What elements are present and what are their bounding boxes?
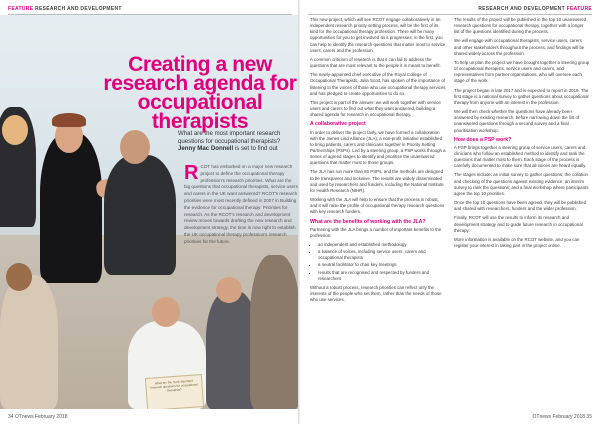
right-page xyxy=(300,0,600,424)
paragraph: A PSP brings together a steering group of service users, carers and clinicians who follow an established method to identify and rank the questions that matter most to them. Each stage of the process is carefully documented to make sure that all voices are heard equally. xyxy=(454,144,587,169)
list-item: • a neutral facilitator to chair key meetings xyxy=(318,262,446,268)
list-item: • an independent and established methodology xyxy=(318,242,446,248)
presenter-woman xyxy=(40,133,102,283)
intro-paragraph xyxy=(184,164,298,246)
paragraph: Without a robust process, research priorities can reflect only the interests of the people who set them, rather than the needs of those who use services. xyxy=(310,284,442,303)
section-name-right: RESEARCH AND DEVELOPMENT xyxy=(478,6,565,12)
paragraph: To help us plan the project we have brought together a steering group of occupational therapists, service users and carers, and representatives from partner organisations, who will oversee each stage of the work. xyxy=(454,59,590,84)
benefits-list xyxy=(318,242,446,282)
page-header-left xyxy=(8,6,122,12)
page-footer-left: 34 OTnews February 2018 xyxy=(8,414,68,420)
heading-collaborative-project: A collaborative project xyxy=(310,121,366,128)
presenter-hair xyxy=(52,113,86,127)
drop-cap: R xyxy=(184,162,199,184)
article-title: Creating a new research agenda for occupational therapists xyxy=(103,53,297,133)
man-head xyxy=(120,130,150,164)
subtitle-suffix: is set to find out xyxy=(234,145,278,153)
subtitle-question: What are the most important research questions for occupational therapists? xyxy=(178,130,281,145)
man-in-dark xyxy=(104,155,176,275)
list-item: • a balance of voices, including service users, carers and occupational therapists xyxy=(318,249,446,261)
paragraph: The newly-appointed chief executive of the Royal College of Occupational Therapists, Julia Scott, has spoken of the importance of listening to the voices of those who use occupational therapy services and has pledged to create opportunities to do so. xyxy=(310,72,446,96)
page-footer-right: OTnews February 2018 35 xyxy=(532,414,592,420)
author-name: Jenny Mac Donnell xyxy=(178,145,234,153)
audience-left xyxy=(0,275,58,409)
section-tag: FEATURE xyxy=(8,6,34,12)
paragraph: A common criticism of research is that it can fail to address the questions that are most relevant to the people it is meant to benefit. xyxy=(310,56,441,69)
heading-benefits: What are the benefits of working with the JLA? xyxy=(310,218,426,225)
paragraph: Working with the JLA will help to ensure that the process is robust, and it will raise the profile of occupational therapy research questions with key research funders. xyxy=(310,197,445,215)
audience-right-head xyxy=(216,277,242,303)
page-header-right xyxy=(478,6,592,12)
paragraph: Finally, RCOT will use the results to inform its research and development strategy and to guide future research in occupational therapy. xyxy=(454,215,583,233)
paragraph: This new project, which will see RCOT engage collaboratively in an independent research priority setting process, will be the first of its kind for the occupational therapy profession. There will be many opportunities for you to get involved as it progresses; in the first, you can help to identify the research questions that matter most to service users, carers and the profession. xyxy=(310,17,446,53)
section-name: RESEARCH AND DEVELOPMENT xyxy=(35,6,122,12)
paragraph: The JLA has run more than 80 PSPs, and the methods are designed to be transparent and inclusive. The results are widely disseminated and used by researchers and funders, including the National Institute for Health Research (NIHR). xyxy=(310,169,444,193)
article-subtitle xyxy=(178,130,298,153)
person-left-hair xyxy=(2,115,28,145)
paragraph: Once the top 10 questions have been agreed, they will be published and shared with researchers, funders and the wider profession. xyxy=(454,200,587,212)
paragraph: The results of the project will be published in the top 10 unanswered research questions for occupational therapy, together with a longer list of the questions identified during the process. xyxy=(454,17,587,35)
paragraph: More information is available on the RCOT website, and you can register your interest in taking part in the project online. xyxy=(454,236,580,248)
paragraph: This project is part of the answer: we will work together with service users and carers to find out what they want answered, building a shared agenda for research in occupational therapy. xyxy=(310,99,441,118)
list-item: • results that are recognised and respected by funders and researchers xyxy=(318,270,446,282)
held-sign: What are the most important research questions for occupational therapists? xyxy=(145,374,204,409)
audience-left-head xyxy=(6,263,32,291)
paragraph: In order to deliver the project fairly, we have formed a collaboration with the James Lind Alliance (JLA), a non-profit initiative established to bring patients, carers and clinicians together in Priority Setting Partnerships (PSPs). Led by a steering group, a PSP works through a series of agreed stages to identify and prioritise the unanswered questions that matter most to those groups. xyxy=(310,129,446,166)
intro-text: COT has embarked on a major new research project to define the occupational therapy profession's research priorities. What are the big questions that occupational therapists, service users and carers in the UK want answered? RCOT's research priorities were most recently defined in 2007 in Building the evidence for occupational therapy: Priorities for research. As the RCOT's research and development review moves towards drafting the new research and development strategy, the time is now right to establish the UK occupational therapy profession's research priorities for the future. xyxy=(184,164,298,244)
text-column-1 xyxy=(310,17,446,306)
woman-sign-head xyxy=(152,297,180,327)
section-tag-right: FEATURE xyxy=(566,6,592,12)
paragraph: The stages include: an initial survey to gather questions; the collation and checking of the questions against existing evidence; an interim survey to rank the questions; and a final workshop where participants agree the top 10 priorities. xyxy=(454,172,589,196)
paragraph: Partnering with the JLA brings a number of important benefits to the profession: xyxy=(310,226,442,238)
header-rule-right xyxy=(308,14,592,15)
audience-far-right xyxy=(250,255,300,409)
paragraph: The project began in late 2017 and is expected to report in 2019. The first stage is a national survey to gather questions about occupational therapy from anyone with an interest in the profession. xyxy=(454,87,589,105)
heading-how-psp-works: How does a PSP work? xyxy=(454,136,512,143)
paragraph: We will then check whether the questions have already been answered by existing research, before narrowing down the list of unanswered questions through a second survey and a final prioritisation workshop. xyxy=(454,109,580,133)
text-column-2 xyxy=(454,17,590,252)
paragraph: We will engage with occupational therapists, service users, carers and other stakeholders throughout the process, and findings will be shared widely across the profession. xyxy=(454,38,585,56)
